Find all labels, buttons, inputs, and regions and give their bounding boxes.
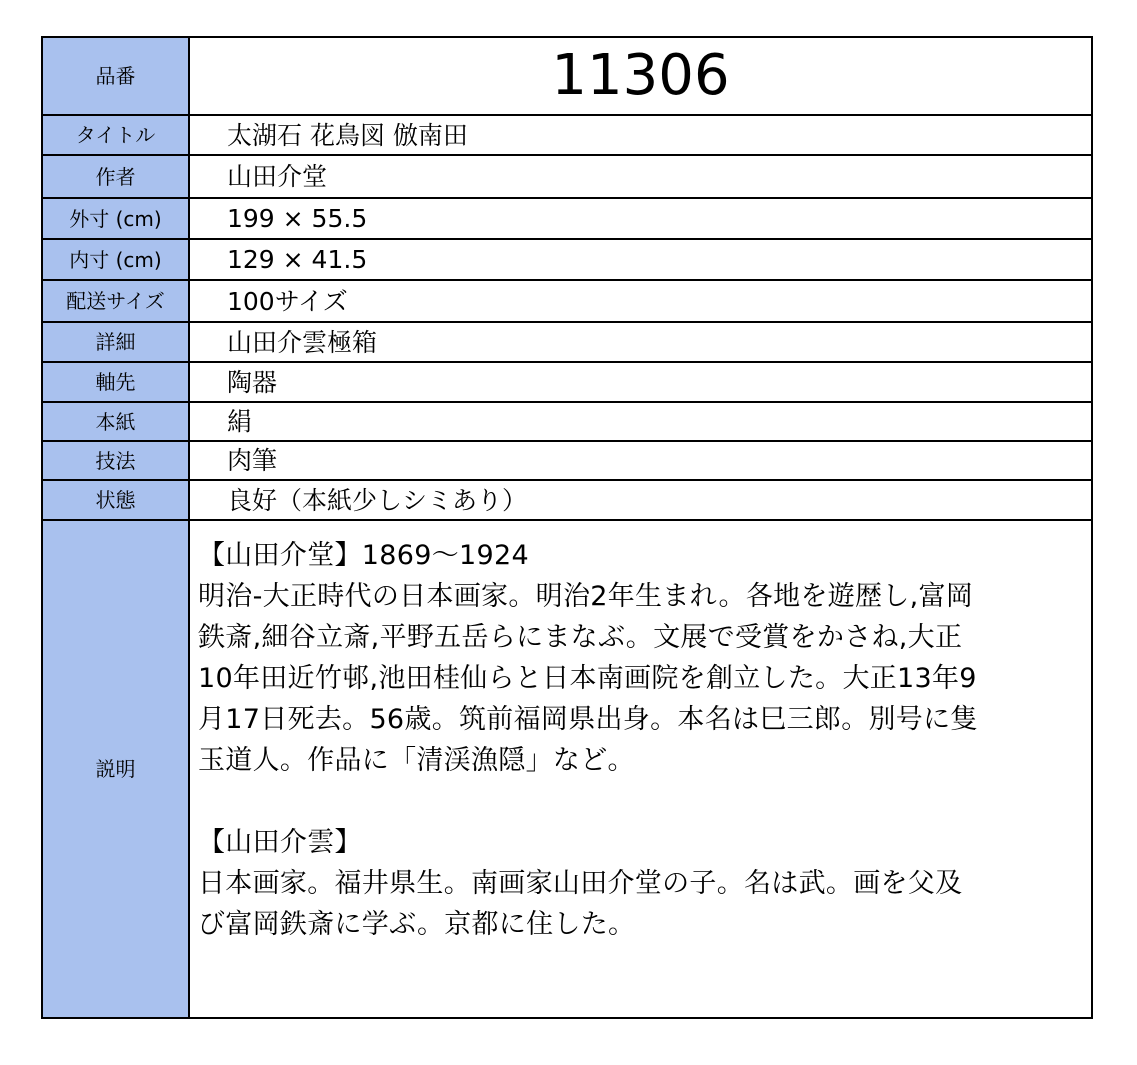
roller-end-label: 軸先	[42, 362, 189, 402]
roller-end-value: 陶器	[189, 362, 1092, 402]
shipping-size-value: 100サイズ	[189, 280, 1092, 322]
description-line: 月17日死去。56歳。筑前福岡県出身。本名は巳三郎。別号に隻	[198, 704, 978, 735]
description-line: 【山田介堂】1869〜1924	[198, 540, 529, 571]
row-base-material	[42, 402, 1092, 441]
description-value	[189, 520, 1092, 1018]
outer-size-label: 外寸 (cm)	[42, 198, 189, 239]
inner-size-label: 内寸 (cm)	[42, 239, 189, 280]
title-label: タイトル	[42, 115, 189, 155]
row-shipping-size	[42, 280, 1092, 322]
row-condition	[42, 480, 1092, 520]
base-material-label: 本紙	[42, 402, 189, 441]
row-outer-size	[42, 198, 1092, 239]
title-value: 太湖石 花鳥図 倣南田	[189, 115, 1092, 155]
description-line: 日本画家。福井県生。南画家山田介堂の子。名は武。画を父及	[198, 868, 963, 899]
item-number-label: 品番	[42, 37, 189, 115]
row-item-number	[42, 37, 1092, 115]
description-line: 10年田近竹邨,池田桂仙らと日本南画院を創立した。大正13年9	[198, 663, 977, 694]
row-artist	[42, 155, 1092, 198]
description-blank-line	[198, 781, 1081, 822]
row-details	[42, 322, 1092, 362]
base-material-value: 絹	[189, 402, 1092, 441]
description-label: 説明	[42, 520, 189, 1018]
details-value: 山田介雲極箱	[189, 322, 1092, 362]
product-info-table	[41, 36, 1093, 1019]
outer-size-value: 199 × 55.5	[189, 198, 1092, 239]
condition-label: 状態	[42, 480, 189, 520]
details-label: 詳細	[42, 322, 189, 362]
description-line: 明治-大正時代の日本画家。明治2年生まれ。各地を遊歴し,富岡	[198, 581, 974, 612]
inner-size-value: 129 × 41.5	[189, 239, 1092, 280]
condition-value: 良好（本紙少しシミあり）	[189, 480, 1092, 520]
artist-label: 作者	[42, 155, 189, 198]
row-technique	[42, 441, 1092, 480]
row-description	[42, 520, 1092, 1018]
row-title	[42, 115, 1092, 155]
row-inner-size	[42, 239, 1092, 280]
description-line: び富岡鉄斎に学ぶ。京都に住した。	[198, 909, 636, 940]
row-roller-end	[42, 362, 1092, 402]
description-line: 鉄斎,細谷立斎,平野五岳らにまなぶ。文展で受賞をかさね,大正	[198, 622, 963, 653]
description-line: 【山田介雲】	[198, 827, 362, 858]
shipping-size-label: 配送サイズ	[42, 280, 189, 322]
artist-value: 山田介堂	[189, 155, 1092, 198]
item-number-value: 11306	[189, 37, 1092, 115]
description-line: 玉道人。作品に「清渓漁隠」など。	[198, 745, 635, 776]
technique-value: 肉筆	[189, 441, 1092, 480]
technique-label: 技法	[42, 441, 189, 480]
